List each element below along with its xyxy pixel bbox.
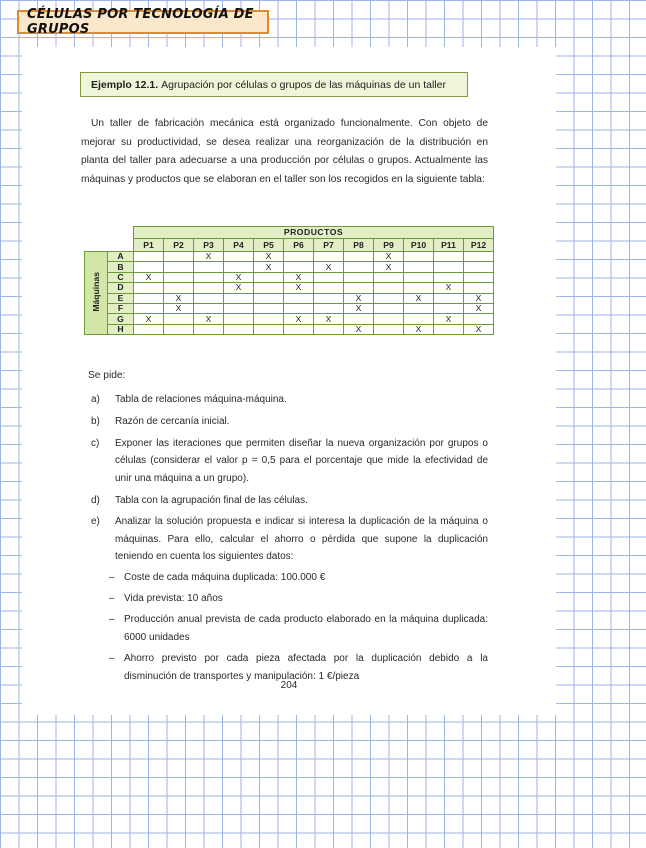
table-cell (434, 293, 464, 303)
column-header: P4 (224, 239, 254, 252)
request-subitem-text: Ahorro previsto por cada pieza afectada por la duplicación debido a la disminución de transportes y manipulación: 1 €/pieza (124, 653, 488, 682)
table-cell (164, 262, 194, 272)
table-cell (164, 252, 194, 262)
row-machine-label: D (108, 283, 134, 293)
table-cell (194, 262, 224, 272)
table-cell (344, 262, 374, 272)
table-cell: X (284, 272, 314, 282)
table-cell (134, 303, 164, 313)
column-header: P11 (434, 239, 464, 252)
request-item-text: Tabla con la agrupación final de las células. (115, 494, 308, 506)
table-title: PRODUCTOS (134, 227, 494, 239)
table-cell: X (344, 303, 374, 313)
table-cell (194, 272, 224, 282)
table-cell (134, 262, 164, 272)
request-item-marker: c) (91, 437, 100, 449)
table-cell: X (284, 283, 314, 293)
request-subitem (109, 590, 488, 607)
table-cell (224, 314, 254, 324)
table-cell (464, 272, 494, 282)
request-item-marker: d) (91, 494, 100, 506)
book-page (22, 47, 556, 715)
machine-product-table-wrap (84, 226, 494, 335)
table-cell: X (284, 314, 314, 324)
table-cell (314, 252, 344, 262)
request-subitem-marker: – (109, 593, 115, 605)
table-cell: X (404, 293, 434, 303)
table-cell (404, 262, 434, 272)
table-cell (344, 252, 374, 262)
request-list (81, 391, 488, 690)
table-cell (374, 272, 404, 282)
table-cell (434, 262, 464, 272)
table-cell (254, 272, 284, 282)
table-cell: X (254, 252, 284, 262)
request-subitem-marker: – (109, 653, 115, 665)
request-item (81, 413, 488, 430)
request-subitem-text: Vida prevista: 10 años (124, 593, 223, 605)
table-cell (374, 303, 404, 313)
table-cell (164, 272, 194, 282)
table-cell (374, 293, 404, 303)
table-row (85, 283, 494, 293)
request-sublist (109, 569, 488, 685)
page-number: 204 (280, 680, 298, 691)
row-machine-label: A (108, 252, 134, 262)
table-row (85, 314, 494, 324)
table-cell (194, 303, 224, 313)
request-item (81, 435, 488, 487)
request-item-marker: e) (91, 516, 100, 528)
table-cell (374, 324, 404, 334)
row-machine-label: C (108, 272, 134, 282)
table-cell: X (434, 314, 464, 324)
request-intro: Se pide: (88, 370, 126, 381)
table-row (85, 262, 494, 272)
table-cell (314, 303, 344, 313)
table-cell (134, 324, 164, 334)
table-cell (164, 324, 194, 334)
table-row (85, 293, 494, 303)
machines-side-label (85, 252, 108, 335)
table-cell (404, 283, 434, 293)
table-cell (254, 314, 284, 324)
table-cell (194, 283, 224, 293)
table-cell (224, 324, 254, 334)
table-cell (434, 303, 464, 313)
table-cell (404, 272, 434, 282)
table-cell: X (134, 272, 164, 282)
column-header: P2 (164, 239, 194, 252)
table-cell (284, 303, 314, 313)
table-cell: X (464, 293, 494, 303)
section-header (17, 7, 269, 37)
request-item-marker: b) (91, 415, 100, 427)
table-cell (314, 293, 344, 303)
table-cell (404, 303, 434, 313)
table-cell: X (374, 262, 404, 272)
table-cell (194, 324, 224, 334)
table-cell: X (464, 303, 494, 313)
table-cell (434, 272, 464, 282)
table-cell (164, 314, 194, 324)
request-subitem-text: Producción anual prevista de cada producto elaborado en la máquina duplicada: 6000 unidades (124, 614, 488, 643)
table-cell: X (374, 252, 404, 262)
table-cell: X (254, 262, 284, 272)
table-cell (314, 283, 344, 293)
column-header: P8 (344, 239, 374, 252)
machines-side-text: Máquinas (90, 272, 101, 312)
request-item-text: Exponer las iteraciones que permiten diseñar la nueva organización por grupos o células (considerar el valor p = 0,5 para el porcentaje que mide la efectividad de unir una máquina a un grupo). (115, 437, 488, 484)
table-cell (224, 303, 254, 313)
row-machine-label: H (108, 324, 134, 334)
table-cell: X (224, 283, 254, 293)
table-cell (224, 262, 254, 272)
table-cell (284, 252, 314, 262)
table-cell (224, 252, 254, 262)
table-cell: X (344, 324, 374, 334)
request-subitem (109, 569, 488, 586)
table-cell (404, 314, 434, 324)
table-cell: X (194, 314, 224, 324)
table-cell (344, 272, 374, 282)
column-header: P5 (254, 239, 284, 252)
table-title-row (85, 227, 494, 239)
example-title: Agrupación por células o grupos de las máquinas de un taller (161, 78, 446, 91)
table-cell (344, 283, 374, 293)
table-cell (464, 283, 494, 293)
request-subitem-marker: – (109, 614, 115, 626)
table-cell (224, 293, 254, 303)
table-cell: X (314, 262, 344, 272)
table-cell: X (314, 314, 344, 324)
table-cell (254, 303, 284, 313)
request-item-text: Tabla de relaciones máquina-máquina. (115, 394, 287, 405)
table-cell (284, 324, 314, 334)
request-item-text: Razón de cercanía inicial. (115, 415, 230, 427)
table-cell: X (464, 324, 494, 334)
request-subitem (109, 611, 488, 646)
table-cell (284, 293, 314, 303)
table-cell: X (194, 252, 224, 262)
table-corner (85, 227, 108, 239)
table-cell: X (344, 293, 374, 303)
table-cell (404, 252, 434, 262)
column-header: P12 (464, 239, 494, 252)
table-row (85, 252, 494, 262)
table-row (85, 324, 494, 334)
table-cell (134, 252, 164, 262)
table-cell (434, 324, 464, 334)
table-cell (464, 252, 494, 262)
table-cell (464, 314, 494, 324)
request-item (81, 391, 488, 408)
column-header: P9 (374, 239, 404, 252)
table-cell: X (404, 324, 434, 334)
row-machine-label: F (108, 303, 134, 313)
table-cell: X (164, 303, 194, 313)
table-cell (134, 293, 164, 303)
table-cell (194, 293, 224, 303)
table-cell (254, 293, 284, 303)
example-title-box (80, 72, 468, 97)
request-subitem-marker: – (109, 571, 115, 583)
column-header: P1 (134, 239, 164, 252)
table-cell: X (134, 314, 164, 324)
column-header: P3 (194, 239, 224, 252)
section-header-title: CÉLULAS POR TECNOLOGÍA DE GRUPOS (27, 7, 254, 37)
table-cell (284, 262, 314, 272)
request-subitem-text: Coste de cada máquina duplicada: 100.000 € (124, 571, 326, 583)
column-header: P6 (284, 239, 314, 252)
table-cell (134, 283, 164, 293)
table-cell: X (164, 293, 194, 303)
table-cell: X (434, 283, 464, 293)
request-item-marker: a) (91, 394, 100, 405)
column-header: P10 (404, 239, 434, 252)
table-cell (254, 283, 284, 293)
machine-product-table (84, 226, 494, 335)
table-header-row (85, 239, 494, 252)
table-cell (344, 314, 374, 324)
table-corner (108, 239, 134, 252)
table-cell (164, 283, 194, 293)
request-item (81, 513, 488, 685)
table-cell (314, 324, 344, 334)
table-cell (254, 324, 284, 334)
row-machine-label: B (108, 262, 134, 272)
row-machine-label: E (108, 293, 134, 303)
table-cell (434, 252, 464, 262)
table-cell (464, 262, 494, 272)
request-item-text: Analizar la solución propuesta e indicar si interesa la duplicación de la máquina o máquinas. Para ello, calcular el ahorro o pérdida que supone la duplicación teniendo en cuenta los siguientes datos: (115, 516, 488, 563)
column-header: P7 (314, 239, 344, 252)
request-item (81, 492, 488, 509)
table-cell (314, 272, 344, 282)
table-cell (374, 314, 404, 324)
table-corner (108, 227, 134, 239)
table-row (85, 272, 494, 282)
intro-paragraph: Un taller de fabricación mecánica está organizado funcionalmente. Con objeto de mejorar su productividad, se desea realizar una reorganización de la distribución en planta del taller para adecuarse a una producción por células o grupos. Actualmente las máquinas y productos que se elaboran en el taller son los recogidos en la siguiente tabla: (81, 118, 488, 185)
table-corner (85, 239, 108, 252)
example-label: Ejemplo 12.1. (91, 78, 159, 91)
row-machine-label: G (108, 314, 134, 324)
table-cell (374, 283, 404, 293)
table-row (85, 303, 494, 313)
table-cell: X (224, 272, 254, 282)
